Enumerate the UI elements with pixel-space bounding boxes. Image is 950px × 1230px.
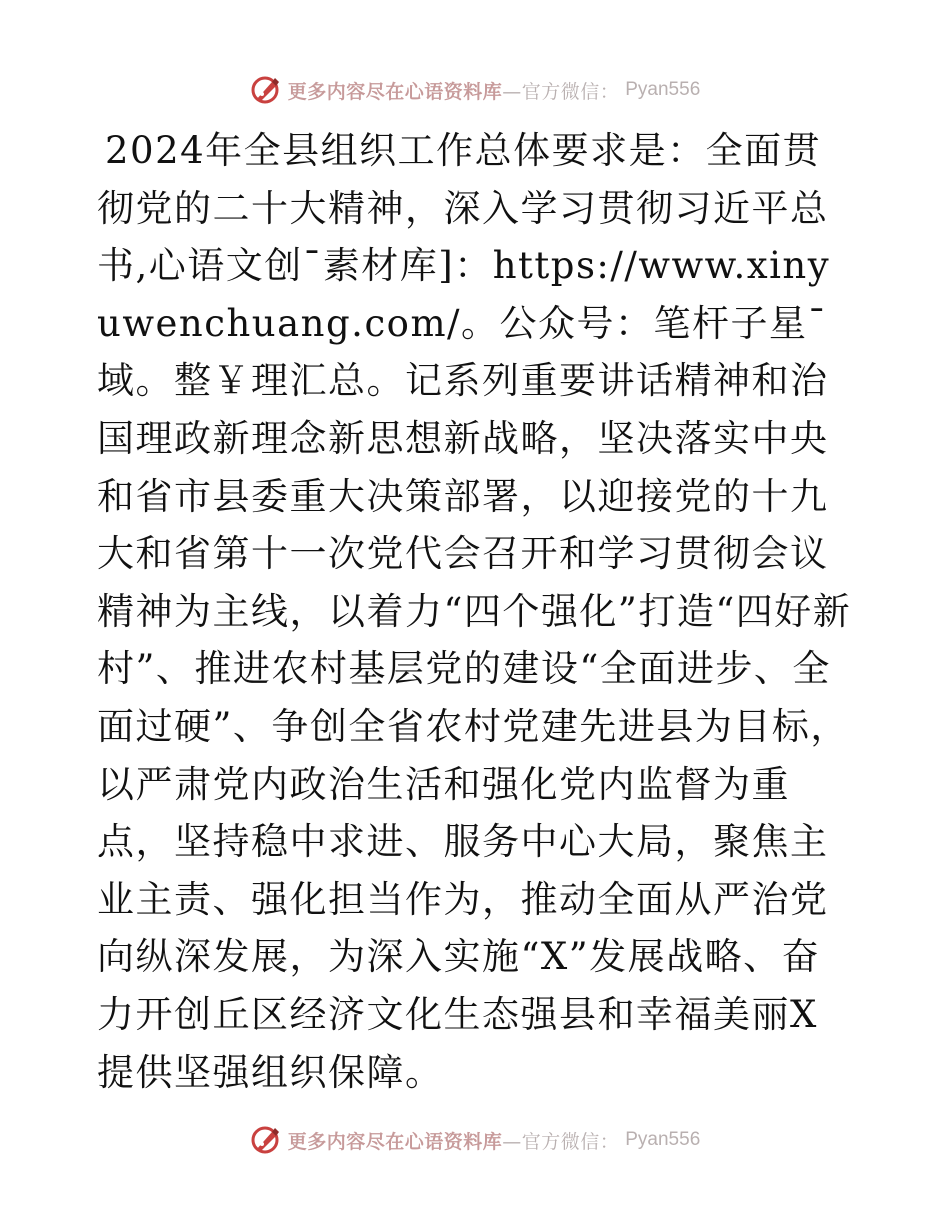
footer-banner-main: 更多内容尽在心语资料库: [287, 1130, 503, 1153]
pen-circle-logo-icon: [250, 1124, 282, 1156]
document-body-paragraph: 2024年全县组织工作总体要求是：全面贯彻党的二十大精神，深入学习贯彻习近平总书,心语文创¯素材库]：https://www.xinyuwenchuang.com/。公众号：笔杆子星¯域。整￥理汇总。记系列重要讲话精神和治国理政新理念新思想新战略，坚决落实中央和省市县委重大决策部署，以迎接党的十九大和省第十一次党代会召开和学习贯彻会议精神为主线，以着力“四个强化”打造“四好新村”、推进农村基层党的建设“全面进步、全面过硬”、争创全省农村党建先进县为目标，以严肃党内政治生活和强化党内监督为重点，坚持稳中求进、服务中心大局，聚焦主业主责、强化担当作为，推动全面从严治党向纵深发展，为深入实施“X”发展战略、奋力开创丘区经济文化生态强县和幸福美丽X提供坚强组织保障。: [97, 129, 852, 1094]
header-banner-wechat-id: Pyan556: [625, 79, 701, 100]
pen-circle-logo-icon: [250, 74, 282, 106]
footer-banner-text: [288, 1127, 620, 1154]
footer-banner-official: 官方微信：: [521, 1130, 620, 1153]
header-banner-main: 更多内容尽在心语资料库: [287, 80, 503, 103]
header-banner-official: 官方微信：: [521, 80, 620, 103]
footer-banner-separator: —: [502, 1130, 522, 1153]
header-watermark-banner: [0, 70, 950, 110]
header-banner-text: [288, 77, 620, 104]
footer-banner-wechat-id: Pyan556: [625, 1129, 701, 1150]
header-banner-separator: —: [502, 80, 522, 103]
footer-watermark-banner: [0, 1120, 950, 1160]
